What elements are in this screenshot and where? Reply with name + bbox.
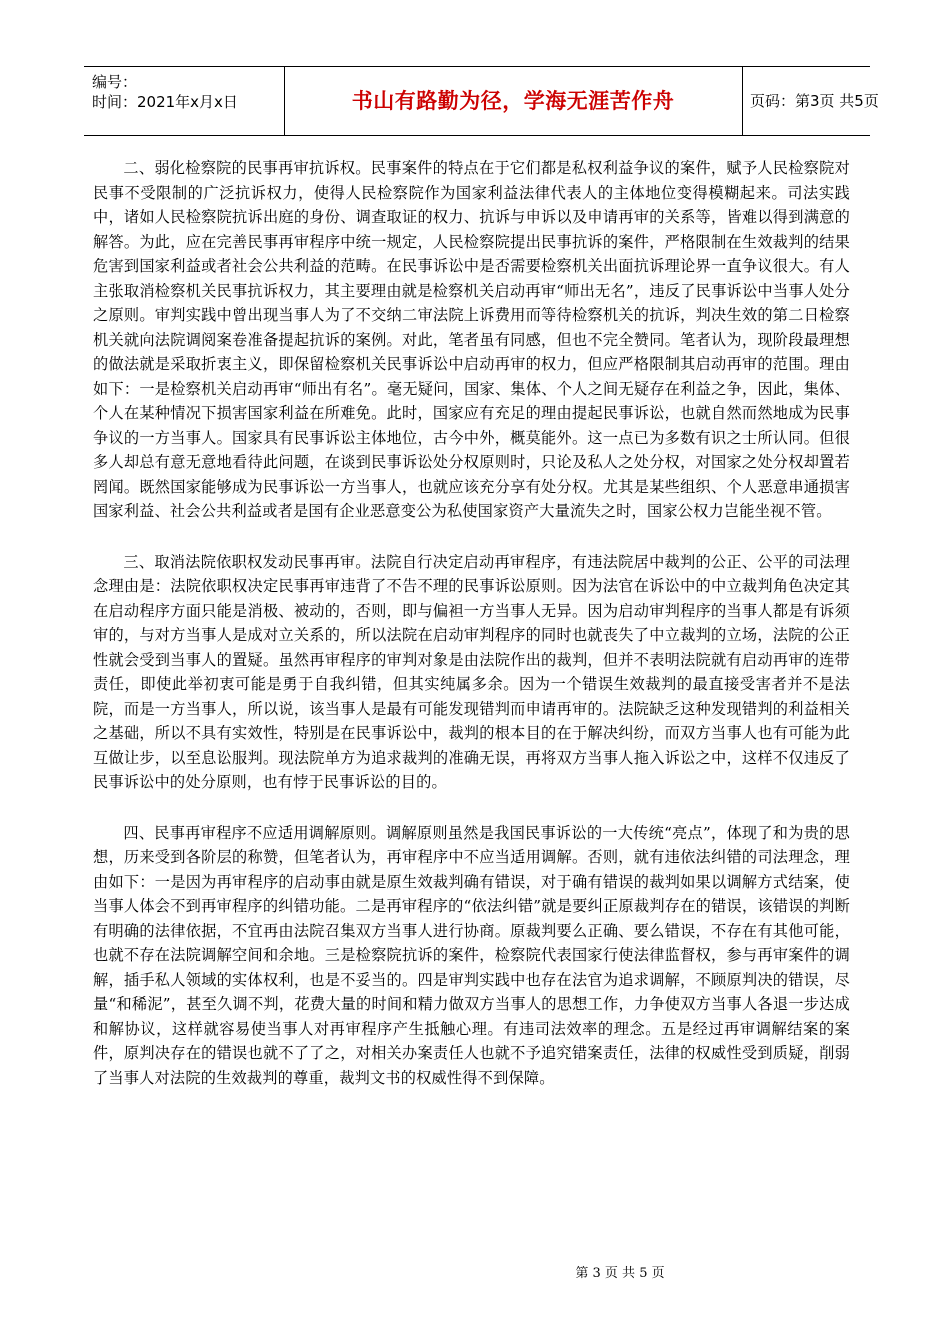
document-date-label: 时间：2021年x月x日	[92, 93, 238, 111]
document-body	[93, 156, 850, 1116]
page-footer: 第 3 页 共 5 页	[575, 1266, 665, 1281]
paragraph-cancel-court-initiated-retrial: 三、取消法院依职权发动民事再审。法院自行决定启动再审程序，有违法院居中裁判的公正、公平的司法理念理由是：法院依职权决定民事再审违背了不告不理的民事诉讼原则。因为法官在诉讼中的中立裁判角色决定其在启动程序方面只能是消极、被动的，否则，即与偏袒一方当事人无异。因为启动审判程序的当事人都是有诉须审的，与对方当事人是成对立关系的，所以法院在启动审判程序的同时也就丧失了中立裁判的立场，法院的公正性就会受到当事人的置疑。虽然再审程序的审判对象是由法院作出的裁判，但并不表明法院就有启动再审的连带责任，即使此举初衷可能是勇于自我纠错，但其实纯属多余。因为一个错误生效裁判的最直接受害者并不是法院，而是一方当事人，所以说，该当事人是最有可能发现错判而申请再审的。法院缺乏这种发现错判的利益相关之基础，所以不具有实效性，特别是在民事诉讼中，裁判的根本目的在于解决纠纷，而双方当事人也有可能为此互做让步，以至息讼服判。现法院单方为追求裁判的准确无误，再将双方当事人拖入诉讼之中，这样不仅违反了民事诉讼中的处分原则，也有悖于民事诉讼的目的。	[93, 552, 850, 791]
page-header	[84, 66, 879, 136]
paragraph-no-mediation-in-retrial: 四、民事再审程序不应适用调解原则。调解原则虽然是我国民事诉讼的一大传统“亮点”，体现了和为贵的思想，历来受到各阶层的称赞，但笔者认为，再审程序中不应当适用调解。否则，就有违依法纠错的司法理念，理由如下：一是因为再审程序的启动事由就是原生效裁判确有错误，对于确有错误的裁判如果以调解方式结案，使当事人体会不到再审程序的纠错功能。二是再审程序的“依法纠错”就是要纠正原裁判存在的错误，该错误的判断有明确的法律依据，不宜再由法院召集双方当事人进行协商。原裁判要么正确、要么错误，不存在有其他可能，也就不存在法院调解空间和余地。三是检察院抗诉的案件，检察院代表国家行使法律监督权，参与再审案件的调解，插手私人领域的实体权利，也是不妥当的。四是审判实践中也存在法官为追求调解，不顾原判决的错误，尽量“和稀泥”，甚至久调不判，花费大量的时间和精力做双方当事人的思想工作，力争使双方当事人各退一步达成和解协议，这样就容易使当事人对再审程序产生抵触心理。有违司法效率的理念。五是经过再审调解结案的案件，原判决存在的错误也就不了了之，对相关办案责任人也就不予追究错案责任，法律的权威性受到质疑，削弱了当事人对法院的生效裁判的尊重，裁判文书的权威性得不到保障。	[93, 823, 850, 1087]
header-page-number: 页码：第3页 共5页	[750, 92, 879, 110]
header-meta	[84, 67, 285, 135]
header-motto-cell	[284, 67, 743, 135]
header-motto: 书山有路勤为径，学海无涯苦作舟	[351, 89, 675, 113]
document-number-label: 编号：	[92, 73, 138, 91]
paragraph-weaken-procuratorate-protest: 二、弱化检察院的民事再审抗诉权。民事案件的特点在于它们都是私权利益争议的案件，赋予人民检察院对民事不受限制的广泛抗诉权力，使得人民检察院作为国家利益法律代表人的主体地位变得模糊起来。司法实践中，诸如人民检察院抗诉出庭的身份、调查取证的权力、抗诉与申诉以及申请再审的关系等，皆难以得到满意的解答。为此，应在完善民事再审程序中统一规定，人民检察院提出民事抗诉的案件，严格限制在生效裁判的结果危害到国家利益或者社会公共利益的范畴。在民事诉讼中是否需要检察机关出面抗诉理论界一直争议很大。有人主张取消检察机关民事抗诉权力，其主要理由就是检察机关启动再审“师出无名”，违反了民事诉讼中当事人处分之原则。审判实践中曾出现当事人为了不交纳二审法院上诉费用而等待检察机关的抗诉，判决生效的第二日检察机关就向法院调阅案卷准备提起抗诉的案例。对此，笔者虽有同感，但也不完全赞同。笔者认为，现阶段最理想的做法就是采取折衷主义，即保留检察机关民事诉讼中启动再审的权力，但应严格限制其启动再审的范围。理由如下：一是检察机关启动再审“师出有名”。毫无疑问，国家、集体、个人之间无疑存在利益之争，因此，集体、个人在某种情况下损害国家利益在所难免。此时，国家应有充足的理由提起民事诉讼，也就自然而然地成为民事争议的一方当事人。国家具有民事诉讼主体地位，古今中外，概莫能外。这一点已为多数有识之士所认同。但很多人却总有意无意地看待此问题，在谈到民事诉讼处分权原则时，只论及私人之处分权，对国家之处分权却置若罔闻。既然国家能够成为民事诉讼一方当事人，也就应该充分享有处分权。尤其是某些组织、个人恶意串通损害国家利益、社会公共利益或者是国有企业恶意变公为私使国家资产大量流失之时，国家公权力岂能坐视不管。	[93, 159, 850, 520]
header-page-cell	[742, 67, 879, 135]
